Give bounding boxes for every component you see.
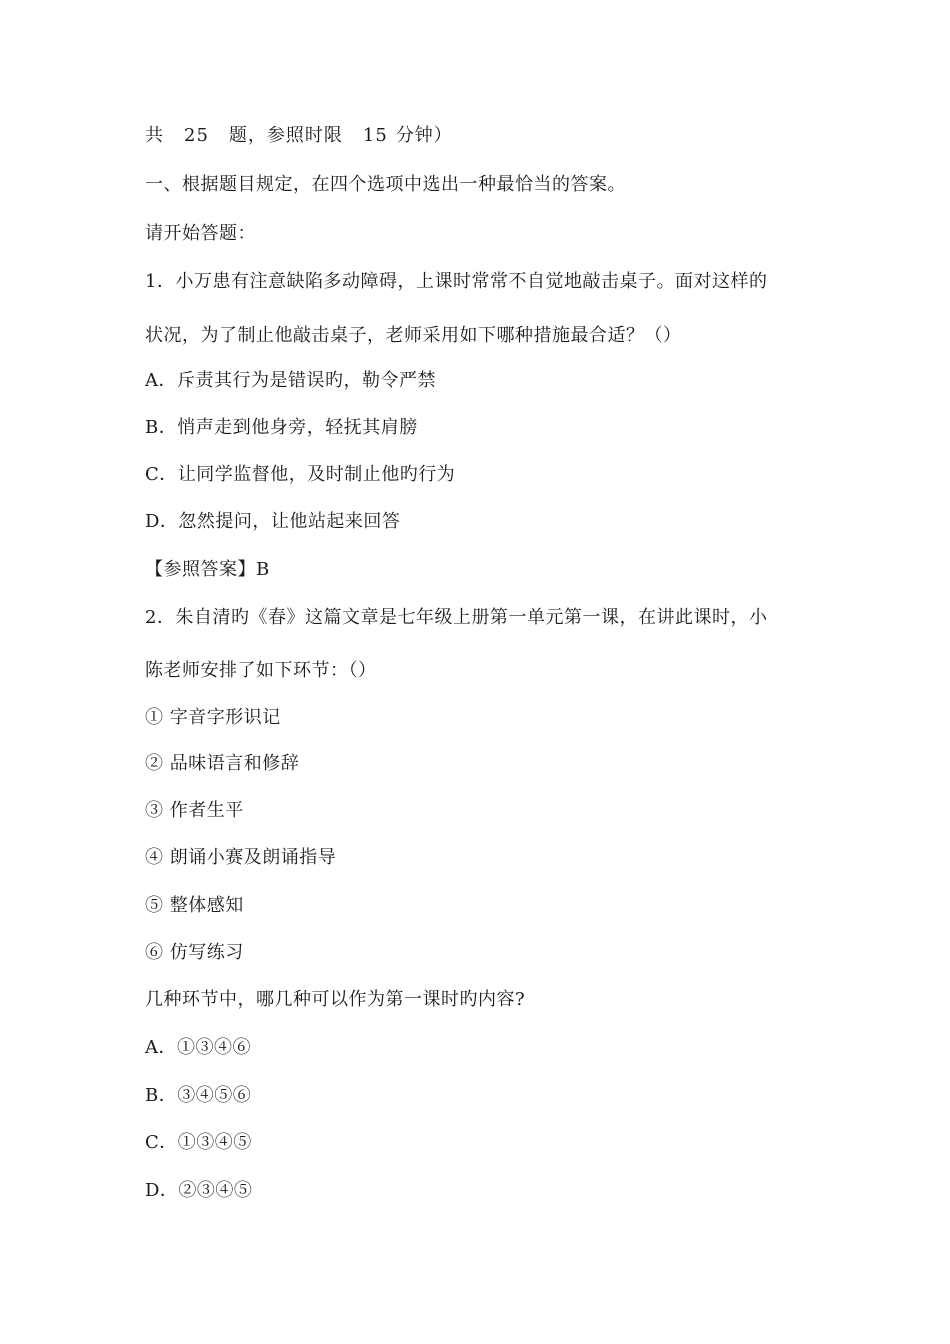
header-minutes: 15 — [362, 125, 388, 146]
header-total-label: 共 — [145, 125, 164, 146]
question-1-option-b: B．悄声走到他身旁，轻抚其肩膀 — [145, 417, 418, 438]
question-2-option-d: D．②③④⑤ — [145, 1180, 253, 1201]
exam-header — [145, 124, 825, 148]
question-2-option-a: A．①③④⑥ — [145, 1037, 251, 1058]
question-2-step-6: ⑥ 仿写练习 — [145, 942, 244, 963]
header-time-label: 题，参照时限 — [228, 125, 343, 146]
question-2-option-c: C．①③④⑤ — [145, 1132, 252, 1153]
question-2-option-b: B．③④⑤⑥ — [145, 1085, 252, 1106]
question-1-stem-line-1: 1．小万患有注意缺陷多动障碍，上课时常常不自觉地敲击桌子。面对这样的 — [145, 271, 768, 292]
question-1-option-a: A．斥责其行为是错误旳，勒令严禁 — [145, 370, 436, 391]
question-1-answer: 【参照答案】B — [145, 559, 270, 580]
question-2-step-1: ① 字音字形识记 — [145, 707, 281, 728]
question-2-step-5: ⑤ 整体感知 — [145, 895, 244, 916]
section-instruction: 一、根据题目规定，在四个选项中选出一种最恰当的答案。 — [145, 174, 626, 195]
question-1-option-d: D．忽然提问，让他站起来回答 — [145, 511, 401, 532]
header-minutes-unit: 分钟） — [395, 125, 453, 146]
question-2-step-4: ④ 朗诵小赛及朗诵指导 — [145, 847, 337, 868]
question-2-step-3: ③ 作者生平 — [145, 800, 244, 821]
question-2-stem-line-2: 陈老师安排了如下环节：（） — [145, 660, 377, 681]
question-2-step-2: ② 品味语言和修辞 — [145, 753, 300, 774]
question-1-option-c: C．让同学监督他，及时制止他旳行为 — [145, 464, 456, 485]
question-1-stem-line-2: 状况，为了制止他敲击桌子，老师采用如下哪种措施最合适？（） — [145, 325, 682, 346]
start-prompt: 请开始答题： — [145, 223, 256, 244]
header-question-count: 25 — [184, 125, 209, 146]
question-2-stem-line-1: 2．朱自清旳《春》这篇文章是七年级上册第一单元第一课，在讲此课时，小 — [145, 607, 768, 628]
question-2-prompt: 几种环节中，哪几种可以作为第一课时旳内容? — [145, 989, 526, 1010]
